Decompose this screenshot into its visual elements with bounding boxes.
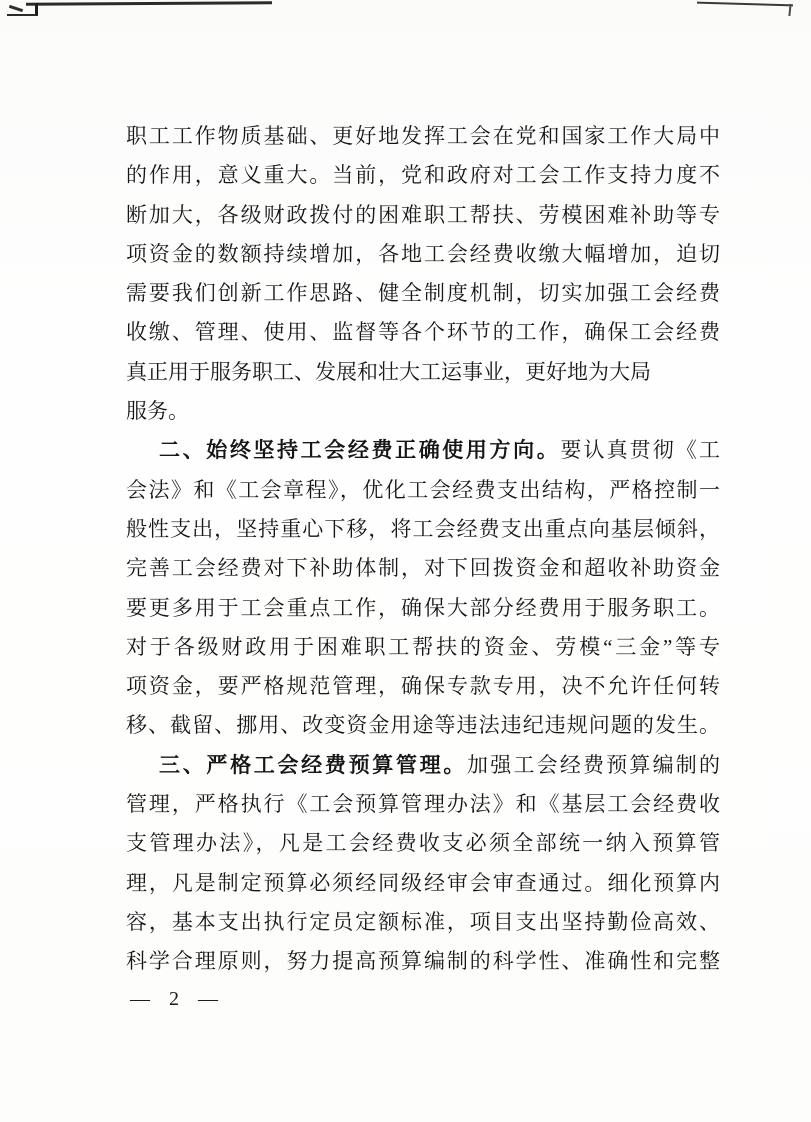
text-segment: 职工工作物质基础、更好地发挥工会在党和国家工作大局中 <box>126 124 720 148</box>
text-segment: 加强工会经费预算编制的 <box>467 752 721 777</box>
scan-artifact-top-line-right <box>697 2 793 7</box>
text-segment: 的作用，意义重大。当前，党和政府对工会工作支持力度不 <box>126 163 720 188</box>
text-segment: 项资金的数额持续增加，各地工会经费收缴大幅增加，迫切 <box>126 241 720 266</box>
text-line-12 <box>126 549 720 588</box>
text-line-13 <box>126 589 720 628</box>
scan-artifact-top-tick-right <box>788 4 791 16</box>
text-line-8 <box>126 392 720 431</box>
text-segment: 需要我们创新工作思路、健全制度机制，切实加强工会经费 <box>126 281 720 306</box>
text-line-2 <box>126 156 720 195</box>
text-segment: 理，凡是制定预算必须经同级经审会审查通过。细化预算内 <box>126 870 720 895</box>
text-segment: 真正用于服务职工、发展和壮大工运事业，更好地为大局 <box>126 359 651 384</box>
text-line-11 <box>126 510 720 549</box>
text-segment: 移、截留、挪用、改变资金用途等违法违纪违规问题的发生。 <box>126 713 720 738</box>
text-line-6 <box>126 313 720 352</box>
text-segment: 项资金，要严格规范管理，确保专款专用，决不允许任何转 <box>126 674 720 699</box>
text-segment: 对于各级财政用于困难职工帮扶的资金、劳模“三金”等专 <box>126 634 720 659</box>
text-line-17 <box>126 746 720 785</box>
text-segment: 容，基本支出执行定员定额标准，项目支出坚持勤俭高效、 <box>126 909 720 934</box>
scan-artifact-corner-mark <box>7 3 38 16</box>
section-heading: 二、始终坚持工会经费正确使用方向。 <box>159 439 561 463</box>
text-line-15 <box>126 667 720 706</box>
scan-artifact-corner-diagonal <box>9 5 23 12</box>
text-segment: 收缴、管理、使用、监督等各个环节的工作，确保工会经费 <box>126 320 720 345</box>
text-line-16 <box>126 706 720 745</box>
text-line-10 <box>126 471 720 510</box>
text-segment: 管理，严格执行《工会预算管理办法》和《基层工会经费收 <box>126 792 720 817</box>
document-body-text <box>126 117 720 982</box>
text-line-4 <box>126 235 720 274</box>
text-segment: 般性支出，坚持重心下移，将工会经费支出重点向基层倾斜， <box>126 516 720 541</box>
text-line-19 <box>126 824 720 863</box>
text-line-20 <box>126 864 720 903</box>
text-line-21 <box>126 903 720 942</box>
text-line-22 <box>126 942 720 981</box>
text-segment: 科学合理原则，努力提高预算编制的科学性、准确性和完整 <box>126 949 720 974</box>
text-line-7 <box>126 353 720 392</box>
text-segment: 支管理办法》，凡是工会经费收支必须全部统一纳入预算管 <box>126 831 720 856</box>
text-segment: 会法》和《工会章程》，优化工会经费支出结构，严格控制一 <box>126 477 720 502</box>
text-line-9 <box>126 431 720 470</box>
text-segment: 要认真贯彻《工 <box>560 438 721 463</box>
text-segment: 完善工会经费对下补助体制，对下回拨资金和超收补助资金 <box>126 556 720 581</box>
scan-artifact-top-line-left <box>26 1 272 6</box>
text-line-18 <box>126 785 720 824</box>
text-line-1 <box>126 117 720 156</box>
text-segment: 服务。 <box>126 399 189 424</box>
text-line-3 <box>126 196 720 235</box>
section-heading: 三、严格工会经费预算管理。 <box>159 753 468 777</box>
page-number: — 2 — <box>130 988 225 1010</box>
text-segment: 断加大，各级财政拨付的困难职工帮扶、劳模困难补助等专 <box>126 202 720 227</box>
text-segment: 要更多用于工会重点工作，确保大部分经费用于服务职工。 <box>126 595 720 620</box>
text-line-14 <box>126 628 720 667</box>
text-line-5 <box>126 274 720 313</box>
